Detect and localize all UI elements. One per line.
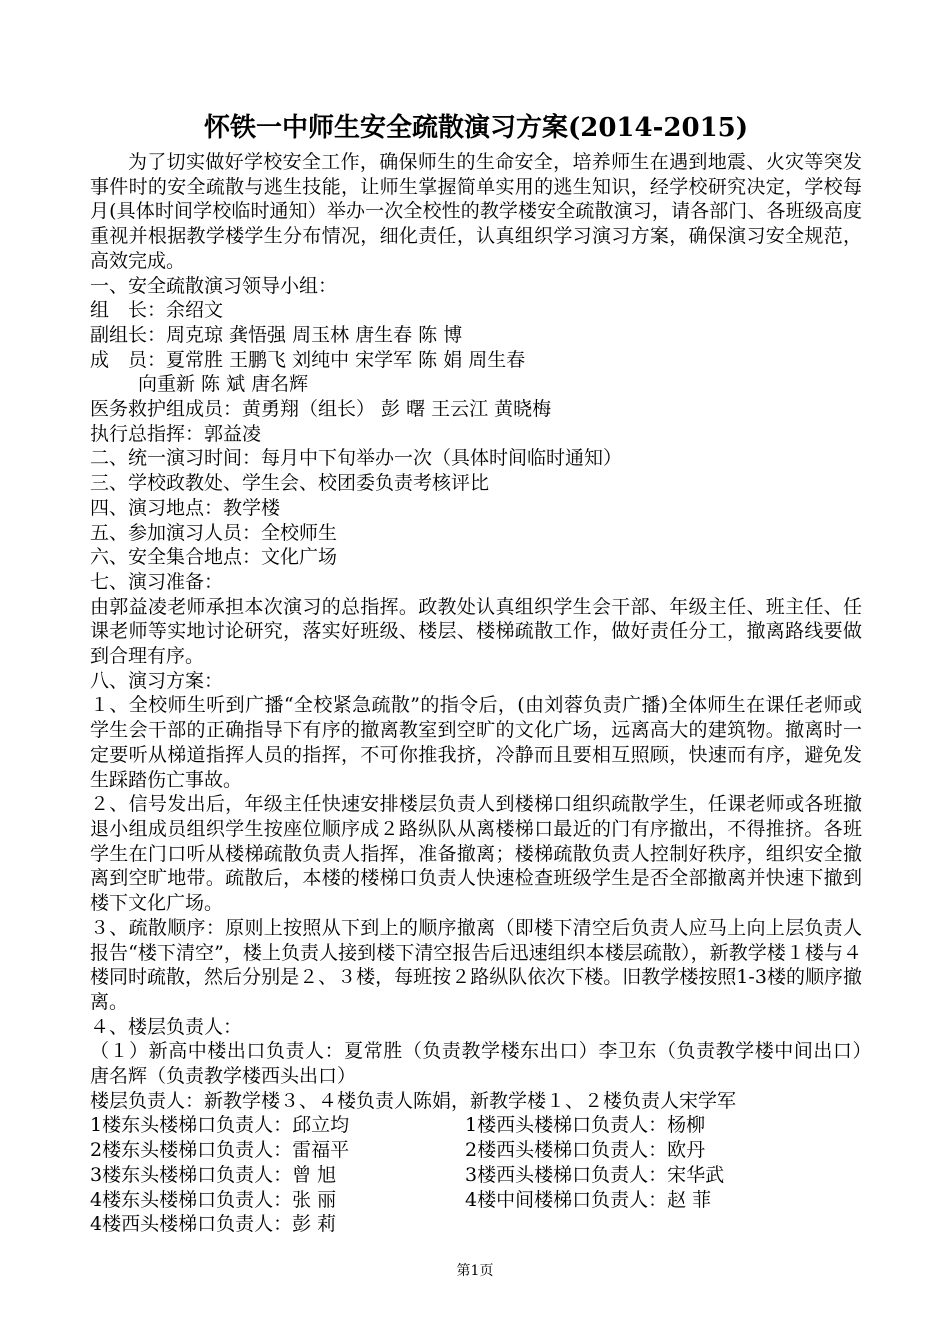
stair-west-4: 4楼西头楼梯口负责人：彭 莉 xyxy=(90,1213,337,1236)
stair-west-2: 2楼西头楼梯口负责人：欧丹 xyxy=(465,1139,706,1162)
section-7-body: 由郭益凌老师承担本次演习的总指挥。政教处认真组织学生会干部、年级主任、班主任、任课老师等实地讨论研究，落实好班级、楼层、楼梯疏散工作，做好责任分工，撤离路线要做到合理有序。 xyxy=(90,595,862,668)
stair-middle-4: 4楼中间楼梯口负责人：赵 菲 xyxy=(465,1188,712,1211)
section-1-heading: 一、安全疏散演习领导小组： xyxy=(90,274,338,297)
section-2-line: 二、统一演习时间：每月中下旬举办一次（具体时间临时通知） xyxy=(90,447,623,470)
commander-line: 执行总指挥：郭益凌 xyxy=(90,422,262,445)
stair-row xyxy=(90,1163,862,1188)
document-title: 怀铁一中师生安全疏散演习方案(2014-2015) xyxy=(203,113,749,143)
step-1-paragraph: １、全校师生听到广播“全校紧急疏散”的指令后，(由刘蓉负责广播)全体师生在课任老师或学生会干部的正确指导下有序的撤离教室到空旷的文化广场，远离高大的建筑物。撤离时一定要听从梯道指挥人员的指挥，不可你推我挤，冷静而且要相互照顾，快速而有序，避免发生踩踏伤亡事故。 xyxy=(90,694,862,791)
stair-west-3: 3楼西头楼梯口负责人：宋华武 xyxy=(465,1163,725,1186)
stair-row xyxy=(90,1113,862,1138)
page-number: 第1页 xyxy=(456,1263,494,1279)
stair-east-1: 1楼东头楼梯口负责人：邱立均 xyxy=(90,1114,350,1137)
leader-line: 组 长：余绍文 xyxy=(90,299,224,322)
section-7-heading: 七、演习准备： xyxy=(90,570,224,593)
stair-east-2: 2楼东头楼梯口负责人：雷福平 xyxy=(90,1139,350,1162)
step-3-paragraph: ３、疏散顺序：原则上按照从下到上的顺序撤离（即楼下清空后负责人应马上向上层负责人报告“楼下清空”，楼上负责人接到楼下清空报告后迅速组织本楼层疏散），新教学楼１楼与４楼同时疏散，然后分别是２、３楼，每班按２路纵队依次下楼。旧教学楼按照1-3楼的顺序撤离。 xyxy=(90,916,862,1013)
step-2-paragraph: ２、信号发出后，年级主任快速安排楼层负责人到楼梯口组织疏散学生，任课老师或各班撤退小组成员组织学生按座位顺序成２路纵队从离楼梯口最近的门有序撤出，不得推挤。各班学生在门口听从楼梯疏散负责人指挥，准备撤离；楼梯疏散负责人控制好秩序，组织安全撤离到空旷地带。疏散后，本楼的楼梯口负责人快速检查班级学生是否全部撤离并快速下撤到楼下文化广场。 xyxy=(90,793,862,915)
members-continuation-line: 向重新 陈 斌 唐名辉 xyxy=(138,373,309,396)
document-page xyxy=(90,108,888,1237)
section-3-line: 三、学校政教处、学生会、校团委负责考核评比 xyxy=(90,472,490,495)
stair-east-3: 3楼东头楼梯口负责人：曾 旭 xyxy=(90,1163,337,1186)
deputy-line: 副组长：周克琼 龚悟强 周玉林 唐生春 陈 博 xyxy=(90,323,463,346)
stair-west-1: 1楼西头楼梯口负责人：杨柳 xyxy=(465,1114,706,1137)
stair-east-4: 4楼东头楼梯口负责人：张 丽 xyxy=(90,1188,337,1211)
stair-row xyxy=(90,1138,862,1163)
stair-row xyxy=(90,1188,862,1213)
intro-paragraph: 为了切实做好学校安全工作，确保师生的生命安全，培养师生在遇到地震、火灾等突发事件时的安全疏散与逃生技能，让师生掌握简单实用的逃生知识，经学校研究决定，学校每月(具体时间学校临时通知）举办一次全校性的教学楼安全疏散演习，请各部门、各班级高度重视并根据教学楼学生分布情况，细化责任，认真组织学习演习方案，确保演习安全规范，高效完成。 xyxy=(90,151,862,272)
floor-heads-line: 楼层负责人：新教学楼３、４楼负责人陈娟，新教学楼１、２楼负责人宋学军 xyxy=(90,1089,737,1112)
section-4-line: 四、演习地点：教学楼 xyxy=(90,496,281,519)
section-5-line: 五、参加演习人员：全校师生 xyxy=(90,521,338,544)
step-4-heading: ４、楼层负责人： xyxy=(90,1015,243,1038)
section-8-heading: 八、演习方案： xyxy=(90,669,224,692)
members-line: 成 员：夏常胜 王鹏飞 刘纯中 宋学军 陈 娟 周生春 xyxy=(90,348,526,371)
exit-leaders-paragraph: （１）新高中楼出口负责人：夏常胜（负责教学楼东出口）李卫东（负责教学楼中间出口） 唐名辉（负责教学楼西头出口） xyxy=(90,1040,888,1088)
medical-team-line: 医务救护组成员：黄勇翔（组长） 彭 曙 王云江 黄晓梅 xyxy=(90,398,552,421)
section-6-line: 六、安全集合地点：文化广场 xyxy=(90,546,338,569)
